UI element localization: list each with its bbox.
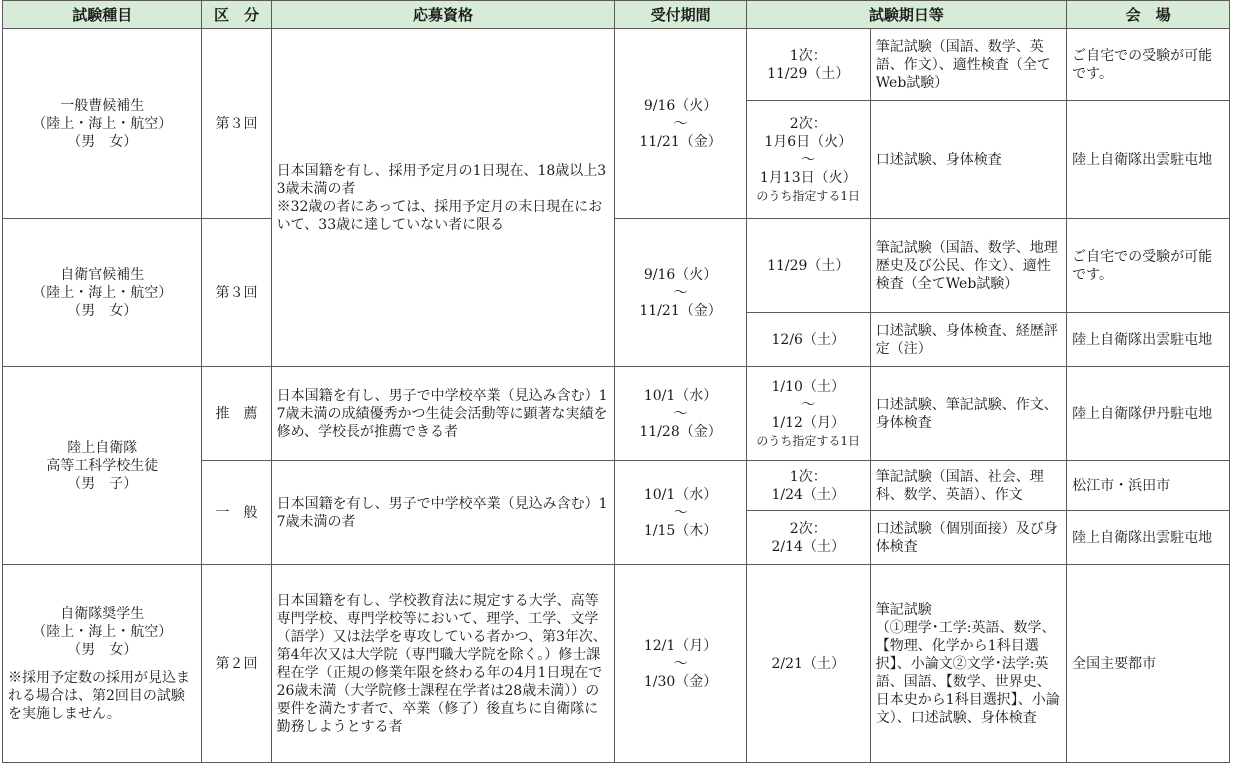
exam-content-cell: 筆記試験（国語、数学、英語、作文）、適性検査（全てWeb試験）: [870, 29, 1066, 101]
header-venue: 会 場: [1067, 1, 1230, 29]
stage-date: 2/14（土）: [771, 538, 845, 555]
venue-cell: 陸上自衛隊伊丹駐屯地: [1067, 367, 1230, 461]
period-cell: [615, 565, 746, 763]
period-end: 11/28（金）: [639, 423, 722, 440]
stage-date: 1/24（土）: [771, 486, 845, 503]
exam-type-name: 自衛官候補生: [60, 266, 145, 283]
table-row: [3, 29, 1230, 101]
stage-label: 1次：: [789, 47, 827, 64]
exam-date-cell: [746, 101, 870, 219]
table-row: [3, 565, 1230, 763]
stage-date: 11/29（土）: [767, 65, 850, 82]
header-exam-date: 試験期日等: [746, 1, 1066, 29]
qualification-cell: 日本国籍を有し、男子で中学校卒業（見込み含む）17歳未満の者: [271, 461, 615, 565]
exam-type-note: ※採用予定数の採用が見込まれる場合は、第2回目の試験を実施しません。: [8, 669, 190, 722]
period-tilde: 〜: [673, 115, 688, 132]
period-end: 1/30（金）: [643, 673, 718, 690]
period-tilde: 〜: [673, 405, 688, 422]
period-start: 10/1（水）: [643, 486, 718, 503]
exam-type-gender: （男 子）: [67, 475, 138, 492]
header-period: 受付期間: [615, 1, 746, 29]
qualification-note: ※32歳の者にあっては、採用予定月の末日現在において、33歳に達していない者に限る: [276, 198, 603, 233]
exam-date-cell: 2/21（土）: [746, 565, 870, 763]
exam-content-cell: 筆記試験（国語、社会、理科、数学、英語）、作文: [870, 461, 1066, 511]
venue-cell: ご自宅での受験が可能です。: [1067, 219, 1230, 313]
qualification-text: 日本国籍を有し、採用予定月の1日現在、18歳以上33歳未満の者: [276, 162, 607, 197]
venue-cell: 陸上自衛隊出雲駐屯地: [1067, 313, 1230, 367]
stage-label: 1次：: [789, 468, 827, 485]
exam-date-cell: [746, 461, 870, 511]
period-cell: [615, 461, 746, 565]
exam-date-cell: [746, 29, 870, 101]
stage-label: 2次：: [789, 115, 827, 132]
stage-date-end: 1/12（月）: [771, 414, 845, 431]
exam-schedule-table: [2, 0, 1230, 763]
period-tilde: 〜: [673, 655, 688, 672]
exam-type-cell: [3, 219, 202, 367]
period-cell: [615, 367, 746, 461]
exam-content-cell: 口述試験、身体検査: [870, 101, 1066, 219]
venue-cell: 陸上自衛隊出雲駐屯地: [1067, 101, 1230, 219]
venue-cell: 陸上自衛隊出雲駐屯地: [1067, 511, 1230, 565]
exam-content-detail: （①理学･工学:英語、数学、【物理、化学から1科目選択】、小論文②文学･法学:英語、国語、【数学、世界史、日本史から1科目選択】、小論文）、口述試験、身体検査: [875, 619, 1060, 726]
exam-type-cell: [3, 367, 202, 565]
exam-type-gender: （男 女）: [67, 641, 138, 658]
category-cell: 推 薦: [202, 367, 271, 461]
exam-type-cell: [3, 29, 202, 219]
qualification-cell: 日本国籍を有し、学校教育法に規定する大学、高等専門学校、専門学校等において、理学、工学、文学（語学）又は法学を専攻している者かつ、第3年次、第4年次又は大学院（専門職大学院を除く。）修士課程在学（正規の修業年限を終わる年の4月1日現在で26歳未満（大学院修士課程在学者は28歳未満））の要件を満たす者で、卒業（修了）後直ちに自衛隊に勤務しようとする者: [271, 565, 615, 763]
stage-date-tilde: 〜: [801, 151, 816, 168]
table-row: [3, 219, 1230, 313]
period-end: 11/21（金）: [639, 133, 722, 150]
stage-date-end: 1月13日（火）: [759, 169, 857, 186]
period-tilde: 〜: [673, 284, 688, 301]
header-category: 区 分: [202, 1, 271, 29]
category-cell: 第３回: [202, 219, 271, 367]
header-row: [3, 1, 1230, 29]
stage-date-start: 1月6日（火）: [764, 133, 853, 150]
exam-content-cell: 筆記試験（国語、数学、地理歴史及び公民、作文）、適性検査（全てWeb試験）: [870, 219, 1066, 313]
exam-date-cell: [746, 367, 870, 461]
venue-cell: 松江市・浜田市: [1067, 461, 1230, 511]
exam-content-cell: 口述試験、筆記試験、作文、身体検査: [870, 367, 1066, 461]
category-cell: 第３回: [202, 29, 271, 219]
table-row: [3, 367, 1230, 461]
category-cell: 一 般: [202, 461, 271, 565]
exam-type-cell: [3, 565, 202, 763]
exam-type-branch: （陸上・海上・航空）: [32, 115, 173, 132]
exam-date-cell: [746, 511, 870, 565]
exam-schedule-sheet: [2, 0, 1230, 763]
header-exam-type: 試験種目: [3, 1, 202, 29]
exam-type-name: 一般曹候補生: [60, 97, 145, 114]
exam-type-name: 陸上自衛隊: [67, 439, 138, 456]
category-cell: 第２回: [202, 565, 271, 763]
exam-type-name: 自衛隊奨学生: [60, 605, 145, 622]
stage-label: 2次：: [789, 520, 827, 537]
exam-content-title: 筆記試験: [875, 601, 932, 618]
exam-date-cell: 12/6（土）: [746, 313, 870, 367]
exam-type-gender: （男 女）: [67, 302, 138, 319]
venue-cell: ご自宅での受験が可能です。: [1067, 29, 1230, 101]
qualification-cell: 日本国籍を有し、男子で中学校卒業（見込み含む）17歳未満の成績優秀かつ生徒会活動等に顕著な実績を修め、学校長が推薦できる者: [271, 367, 615, 461]
header-qualification: 応募資格: [271, 1, 615, 29]
exam-type-branch: 高等工科学校生徒: [46, 457, 159, 474]
exam-date-cell: 11/29（土）: [746, 219, 870, 313]
period-start: 9/16（火）: [643, 266, 718, 283]
exam-content-cell: [870, 565, 1066, 763]
stage-date-tilde: 〜: [801, 396, 816, 413]
exam-type-branch: （陸上・海上・航空）: [32, 623, 173, 640]
period-tilde: 〜: [673, 504, 688, 521]
qualification-cell: [271, 29, 615, 367]
stage-date-note: のうち指定する1日: [756, 433, 861, 448]
period-start: 9/16（火）: [643, 97, 718, 114]
period-start: 10/1（水）: [643, 387, 718, 404]
period-end: 11/21（金）: [639, 302, 722, 319]
exam-type-branch: （陸上・海上・航空）: [32, 284, 173, 301]
stage-date-start: 1/10（土）: [771, 378, 845, 395]
exam-content-cell: 口述試験、身体検査、経歴評定（注）: [870, 313, 1066, 367]
period-end: 1/15（木）: [643, 522, 718, 539]
period-cell: [615, 219, 746, 367]
period-start: 12/1（月）: [643, 637, 718, 654]
exam-content-cell: 口述試験（個別面接）及び身体検査: [870, 511, 1066, 565]
exam-type-gender: （男 女）: [67, 133, 138, 150]
period-cell: [615, 29, 746, 219]
venue-cell: 全国主要都市: [1067, 565, 1230, 763]
stage-date-note: のうち指定する1日: [756, 188, 861, 203]
